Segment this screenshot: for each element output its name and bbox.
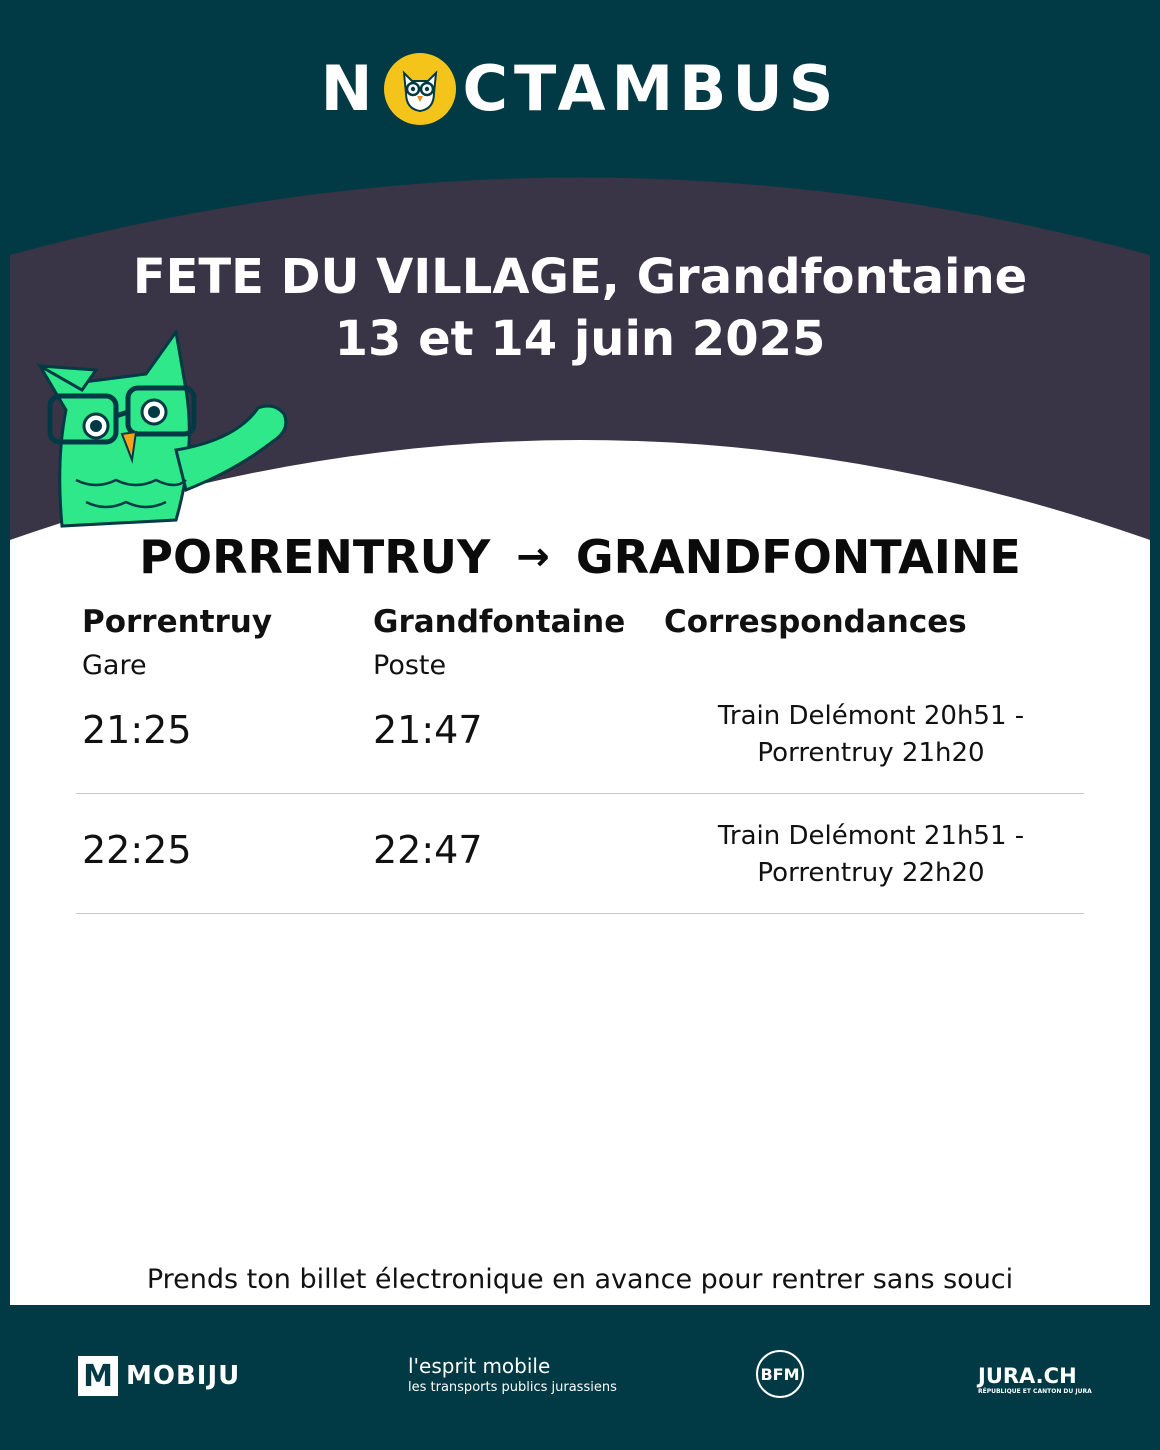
departure-time: 21:25: [82, 708, 192, 752]
esprit-mobile-label: l'esprit mobile: [408, 1354, 551, 1378]
column-header-porrentruy: Porrentruy: [82, 604, 273, 640]
ticket-notice: Prends ton billet électronique en avance pour rentrer sans souci: [146, 1264, 1014, 1295]
mobiju-logo: [78, 1356, 240, 1396]
event-dates: 13 et 14 juin 2025: [334, 311, 826, 367]
logo-letter-n: N: [320, 52, 379, 125]
column-sub-gare: Gare: [82, 650, 147, 681]
esprit-mobile-tagline: les transports publics jurassiens: [408, 1380, 617, 1395]
jura-ch-tagline: RÉPUBLIQUE ET CANTON DU JURA: [978, 1388, 1092, 1395]
mobiju-label: MOBIJU: [126, 1361, 241, 1391]
column-sub-poste: Poste: [373, 650, 447, 681]
route-heading: [0, 530, 1160, 584]
noctambus-logo: [0, 52, 1160, 125]
connection-info: [676, 818, 1066, 892]
jura-ch-logo: [978, 1364, 1092, 1395]
connection-line-2: Porrentruy 22h20: [757, 858, 985, 888]
connection-line-1: Train Delémont 20h51 -: [717, 701, 1025, 731]
esprit-mobile-logo: [408, 1354, 617, 1395]
connection-line-1: Train Delémont 21h51 -: [717, 821, 1025, 851]
connection-line-2: Porrentruy 21h20: [757, 738, 985, 768]
column-header-correspondances: Correspondances: [664, 604, 967, 640]
jura-ch-label: JURA.CH: [978, 1364, 1077, 1388]
departure-time: 22:25: [82, 828, 192, 872]
event-title: FETE DU VILLAGE, Grandfontaine: [132, 249, 1028, 305]
mobiju-mark-icon: M: [78, 1356, 118, 1396]
arrival-time: 22:47: [373, 828, 483, 872]
connection-info: [676, 698, 1066, 772]
footer: [0, 1306, 1160, 1450]
arrow-right-icon: →: [516, 534, 550, 580]
route-from: PORRENTRUY: [139, 530, 491, 584]
owl-logo-icon: [384, 53, 456, 125]
arrival-time: 21:47: [373, 708, 483, 752]
bfm-logo: [756, 1350, 804, 1398]
table-row: [76, 794, 1084, 914]
table-row: [76, 674, 1084, 794]
logo-letters-ctambus: CTAMBUS: [462, 52, 840, 125]
route-to: GRANDFONTAINE: [575, 530, 1021, 584]
column-header-grandfontaine: Grandfontaine: [373, 604, 626, 640]
owl-mascot-icon: [36, 330, 306, 530]
bfm-label: BFM: [756, 1350, 804, 1398]
